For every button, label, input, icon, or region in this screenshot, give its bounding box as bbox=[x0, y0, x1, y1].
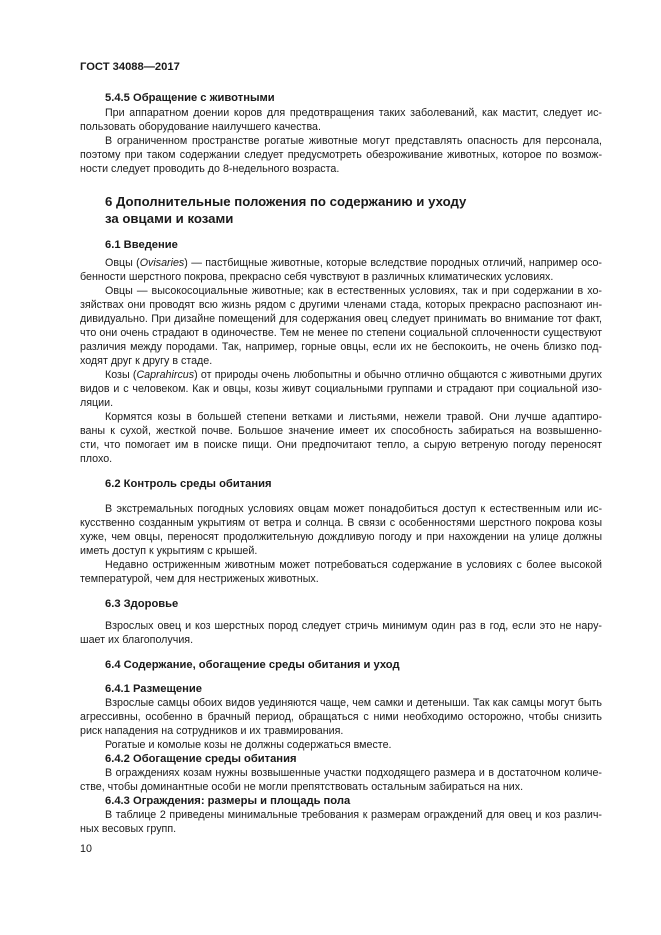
text-line: При аппаратном доении коров для предотвращения таких заболеваний, как мастит, следует ис- bbox=[105, 107, 602, 119]
text-line: температурой, чем для нестриженых животных. bbox=[80, 573, 319, 585]
text-line: пользовать оборудование наилучшего качества. bbox=[80, 121, 321, 133]
text-line: стве, чтобы доминантные особи не могли препятствовать остальным забираться на них. bbox=[80, 781, 524, 793]
text-line: ваны к сухой, жесткой почве. Большое значение имеет их способность забираться на возвышенно- bbox=[80, 425, 602, 437]
text-line: В таблице 2 приведены минимальные требования к размерам ограждений для овец и коз различ- bbox=[105, 809, 602, 821]
text-line: шает их благополучия. bbox=[80, 634, 194, 646]
text-line: ходят друг к другу в стаде. bbox=[80, 355, 213, 367]
text-line: сти, что помогает им в поиске пищи. Они предпочитают тепло, а сырую ветреную погоду переносят bbox=[80, 439, 602, 451]
text-line: ных весовых групп. bbox=[80, 823, 177, 835]
section-6-4-1-title: 6.4.1 Размещение bbox=[105, 683, 202, 695]
text-line: зяйствах они проводят всю жизнь рядом с другими членами стада, которых прекрасно распознают ин- bbox=[80, 299, 602, 311]
section-6-4-2-title: 6.4.2 Обогащение среды обитания bbox=[105, 753, 297, 765]
text-line: иметь доступ к укрытиям с крышей. bbox=[80, 545, 258, 557]
section-5-4-5-title: 5.4.5 Обращение с животными bbox=[105, 92, 275, 104]
text-line: Рогатые и комолые козы не должны содержаться вместе. bbox=[105, 739, 392, 751]
text-line: Овцы (Ovisaries) — пастбищные животные, которые вследствие породных отличий, например осо- bbox=[105, 257, 602, 269]
text-line: Козы (Caprahircus) от природы очень любопытны и обычно отлично общаются с животными других bbox=[105, 369, 602, 381]
text-line: кусственно созданным укрытиям от ветра и солнца. В связи с особенностями шерстного покрова козы bbox=[80, 517, 602, 529]
text-line: риск нападения на сотрудников и их травмирования. bbox=[80, 725, 344, 737]
section-6-title-line1: 6 Дополнительные положения по содержанию и уходу bbox=[105, 194, 467, 209]
text-line: Взрослых овец и коз шерстных пород следует стричь минимум один раз в год, если это не нару- bbox=[105, 620, 602, 632]
text-line: В экстремальных погодных условиях овцам может понадобиться доступ к естественным или ис- bbox=[105, 503, 602, 515]
text-line: дивидуально. При дизайне помещений для содержания овец следует принимать во внимание тот факт, bbox=[80, 313, 602, 325]
text-line: различия между породами. Так, например, горные овцы, если их не беспокоить, не очень близко под- bbox=[80, 341, 602, 353]
page-number: 10 bbox=[80, 843, 92, 855]
section-6-title-line2: за овцами и козами bbox=[105, 211, 234, 226]
text-line: Овцы — высокосоциальные животные; как в естественных условиях, так и при содержании в хо- bbox=[105, 285, 602, 297]
section-6-4-3-title: 6.4.3 Ограждения: размеры и площадь пола bbox=[105, 795, 351, 807]
text-line: хуже, чем овцы, переносят продолжительную дождливую погоду и при нахождении на улице должны bbox=[80, 531, 602, 543]
text-line: Кормятся козы в большей степени ветками и листьями, нежели травой. Они лучше адаптиро- bbox=[105, 411, 602, 423]
text-line: агрессивны, особенно в брачный период, обращаться с ними необходимо осторожно, чтобы снизить bbox=[80, 711, 602, 723]
text-line: плохо. bbox=[80, 453, 113, 465]
text-line: ности следует проводить до 8-недельного возраста. bbox=[80, 163, 340, 175]
standard-header: ГОСТ 34088—2017 bbox=[80, 61, 180, 73]
text-line: В ограждениях козам нужны возвышенные участки подходящего размера и в достаточном количе- bbox=[105, 767, 602, 779]
latin-term: Caprahircus bbox=[136, 369, 195, 381]
latin-term: Ovisaries bbox=[139, 257, 185, 269]
text-line: что они очень страдают в одиночестве. Тем не менее по степени социальной сплоченности существуют bbox=[80, 327, 602, 339]
text-line: поэтому при таком содержании следует предусмотреть обезроживание животных, которое по возмож- bbox=[80, 149, 602, 161]
text-line: бенности шерстного покрова, прекрасно себя чувствуют в различных климатических условиях. bbox=[80, 271, 554, 283]
text-line: ляции. bbox=[80, 397, 114, 409]
section-6-4-title: 6.4 Содержание, обогащение среды обитания и уход bbox=[105, 659, 400, 671]
text-line: Взрослые самцы обоих видов уединяются чаще, чем самки и детеныши. Так как самцы могут быть bbox=[105, 697, 602, 709]
text-line: Недавно остриженным животным может потребоваться содержание в условиях с более высокой bbox=[105, 559, 602, 571]
section-6-1-title: 6.1 Введение bbox=[105, 239, 178, 251]
section-6-3-title: 6.3 Здоровье bbox=[105, 598, 179, 610]
section-6-2-title: 6.2 Контроль среды обитания bbox=[105, 478, 272, 490]
text-line: В ограниченном пространстве рогатые животные могут представлять опасность для персонала, bbox=[105, 135, 602, 147]
text-line: видов и с человеком. Как и овцы, козы живут социальными группами и страдают при социальной изо- bbox=[80, 383, 602, 395]
